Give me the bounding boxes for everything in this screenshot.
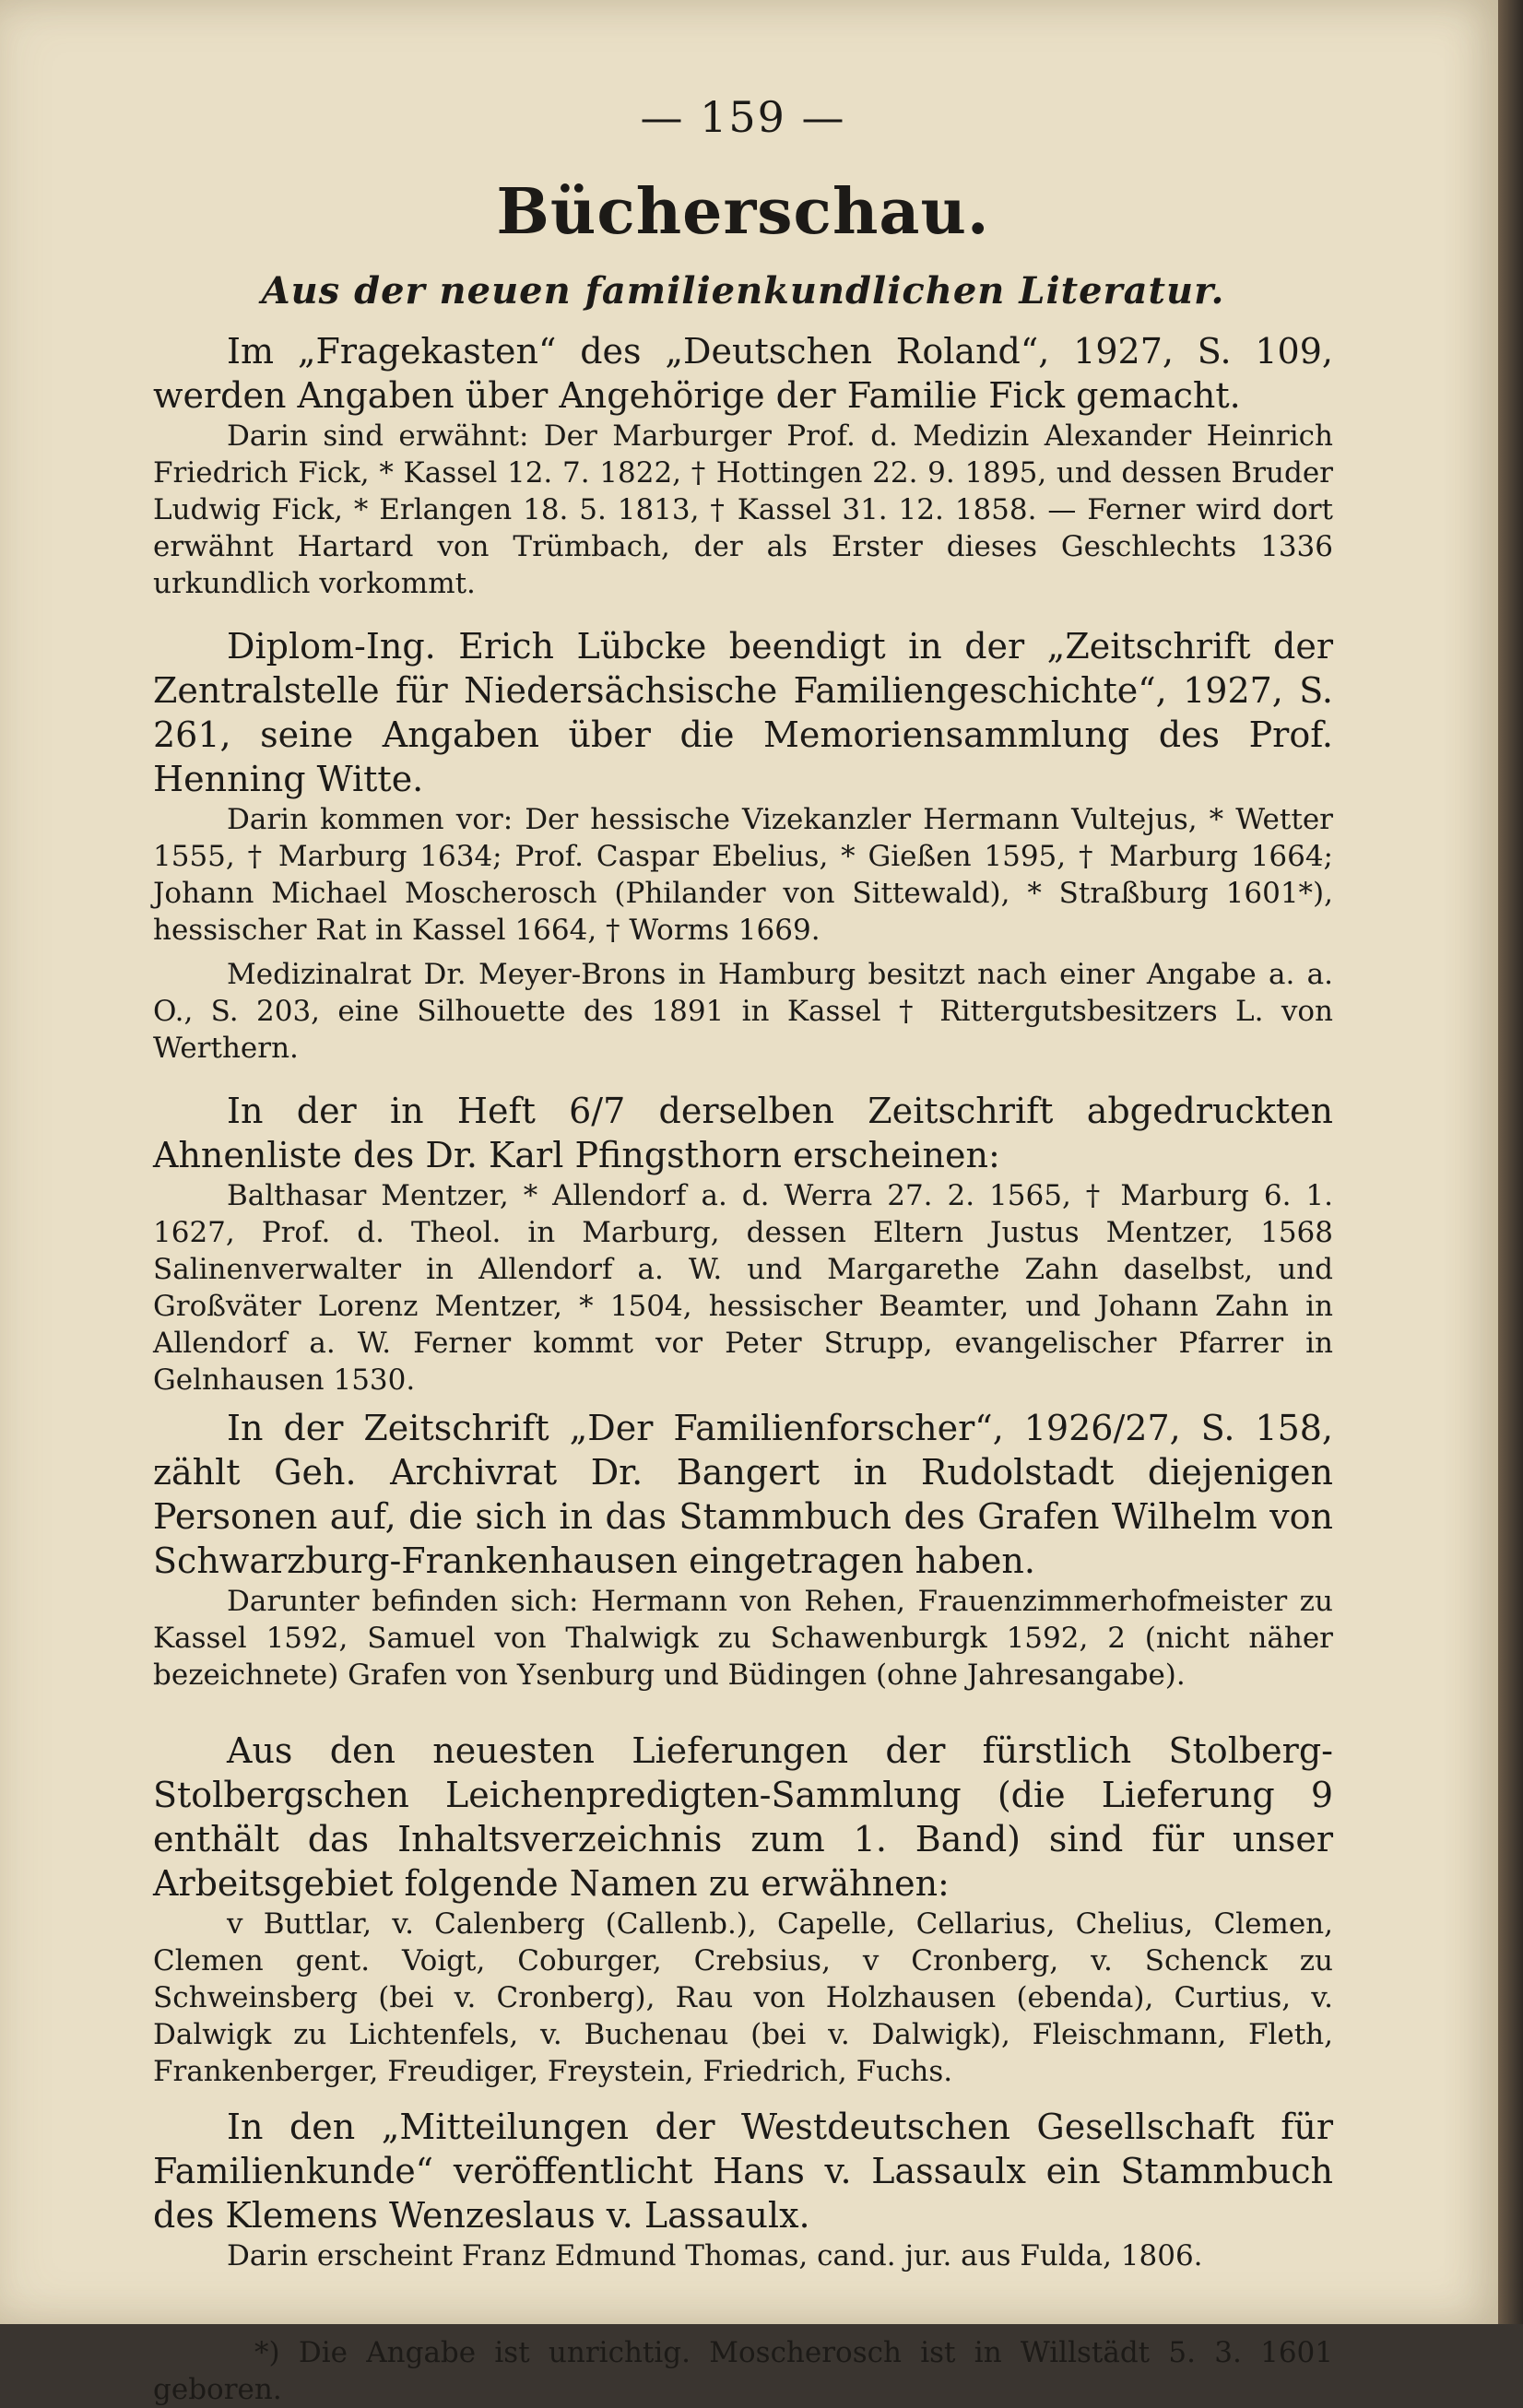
entry-lead: Im „Fragekasten“ des „Deutschen Roland“, 1927, S. 109, werden Angaben über Angehörige der Familie Fick gemacht. — [153, 331, 1333, 416]
entry-detail: Balthasar Mentzer, * Allendorf a. d. Werra 27. 2. 1565, † Marburg 6. 1. 1627, Prof. d. Theol. in Marburg, dessen Eltern Justus Mentzer, 1568 Salinenverwalter in Allendorf a. W. und Margarethe Zahn daselbst, und Großväter Lorenz Mentzer, * 1504, hessischer Beamter, und Johann Zahn in Allendorf a. W. Ferner kommt vor Peter Strupp, evangelischer Pfarrer in Gelnhausen 1530. — [153, 1179, 1333, 1397]
book-binding-edge — [1498, 0, 1523, 2324]
page-content — [153, 92, 1333, 2408]
entry-detail: Darin erscheint Franz Edmund Thomas, cand. jur. aus Fulda, 1806. — [227, 2239, 1203, 2272]
entry-detail: v Buttlar, v. Calenberg (Callenb.), Capelle, Cellarius, Chelius, Clemen, Clemen gent. Voigt, Coburger, Crebsius, v Cronberg, v. Schenck zu Schweinsberg (bei v. Cronberg), Rau von Holzhausen (ebenda), Curtius, v. Dalwigk zu Lichtenfels, v. Buchenau (bei v. Dalwigk), Fleischmann, Fleth, Frankenberger, Freudiger, Freystein, Friedrich, Fuchs. — [153, 1907, 1333, 2088]
entry-lead: In der Zeitschrift „Der Familienforscher“, 1926/27, S. 158, zählt Geh. Archivrat Dr. Bangert in Rudolstadt diejenigen Personen auf, die sich in das Stammbuch des Grafen Wilhelm von Schwarzburg-Frankenhausen eingetragen haben. — [153, 1408, 1333, 1581]
entry-lead: In den „Mitteilungen der Westdeutschen Gesellschaft für Familienkunde“ veröffentlicht Hans v. Lassaulx ein Stammbuch des Klemens Wenzeslaus v. Lassaulx. — [153, 2107, 1333, 2236]
entry-detail: Darin sind erwähnt: Der Marburger Prof. d. Medizin Alexander Heinrich Friedrich Fick, * Kassel 12. 7. 1822, † Hottingen 22. 9. 1895, und dessen Bruder Ludwig Fick, * Erlangen 18. 5. 1813, † Kassel 31. 12. 1858. — Ferner wird dort erwähnt Hartard von Trümbach, der als Erster dieses Geschlechts 1336 urkundlich vorkommt. — [153, 419, 1333, 600]
footnote-separator — [153, 2306, 1333, 2307]
entry-lead: Diplom-Ing. Erich Lübcke beendigt in der „Zeitschrift der Zentralstelle für Niedersächsische Familiengeschichte“, 1927, S. 261, seine Angaben über die Memoriensammlung des Prof. Henning Witte. — [153, 626, 1333, 799]
entry-lead: In der in Heft 6/7 derselben Zeitschrift abgedruckten Ahnenliste des Dr. Karl Pfingsthorn erscheinen: — [153, 1091, 1333, 1175]
entry-lead: Aus den neuesten Lieferungen der fürstlich Stolberg-Stolbergschen Leichenpredigten-Sammlung (die Lieferung 9 enthält das Inhaltsverzeichnis zum 1. Band) sind für unser Arbeitsgebiet folgende Namen zu erwähnen: — [153, 1730, 1333, 1904]
section-subtitle: Aus der neuen familienkundlichen Literatur. — [261, 269, 1225, 313]
page-number: — 159 — — [640, 92, 846, 142]
footnote: *) Die Angabe ist unrichtig. Moscherosch ist in Willstädt 5. 3. 1601 geboren. — [153, 2336, 1333, 2406]
entry-detail: Medizinalrat Dr. Meyer-Brons in Hamburg besitzt nach einer Angabe a. a. O., S. 203, eine Silhouette des 1891 in Kassel † Rittergutsbesitzers L. von Werthern. — [153, 958, 1333, 1065]
entry-detail: Darunter befinden sich: Hermann von Rehen, Frauenzimmerhofmeister zu Kassel 1592, Samuel von Thalwigk zu Schawenburgk 1592, 2 (nicht näher bezeichnete) Grafen von Ysenburg und Büdingen (ohne Jahresangabe). — [153, 1585, 1333, 1692]
page-title: Bücherschau. — [496, 175, 990, 249]
entry-detail: Darin kommen vor: Der hessische Vizekanzler Hermann Vultejus, * Wetter 1555, † Marburg 1634; Prof. Caspar Ebelius, * Gießen 1595, † Marburg 1664; Johann Michael Moscherosch (Philander von Sittewald), * Straßburg 1601*), hessischer Rat in Kassel 1664, † Worms 1669. — [153, 803, 1333, 947]
